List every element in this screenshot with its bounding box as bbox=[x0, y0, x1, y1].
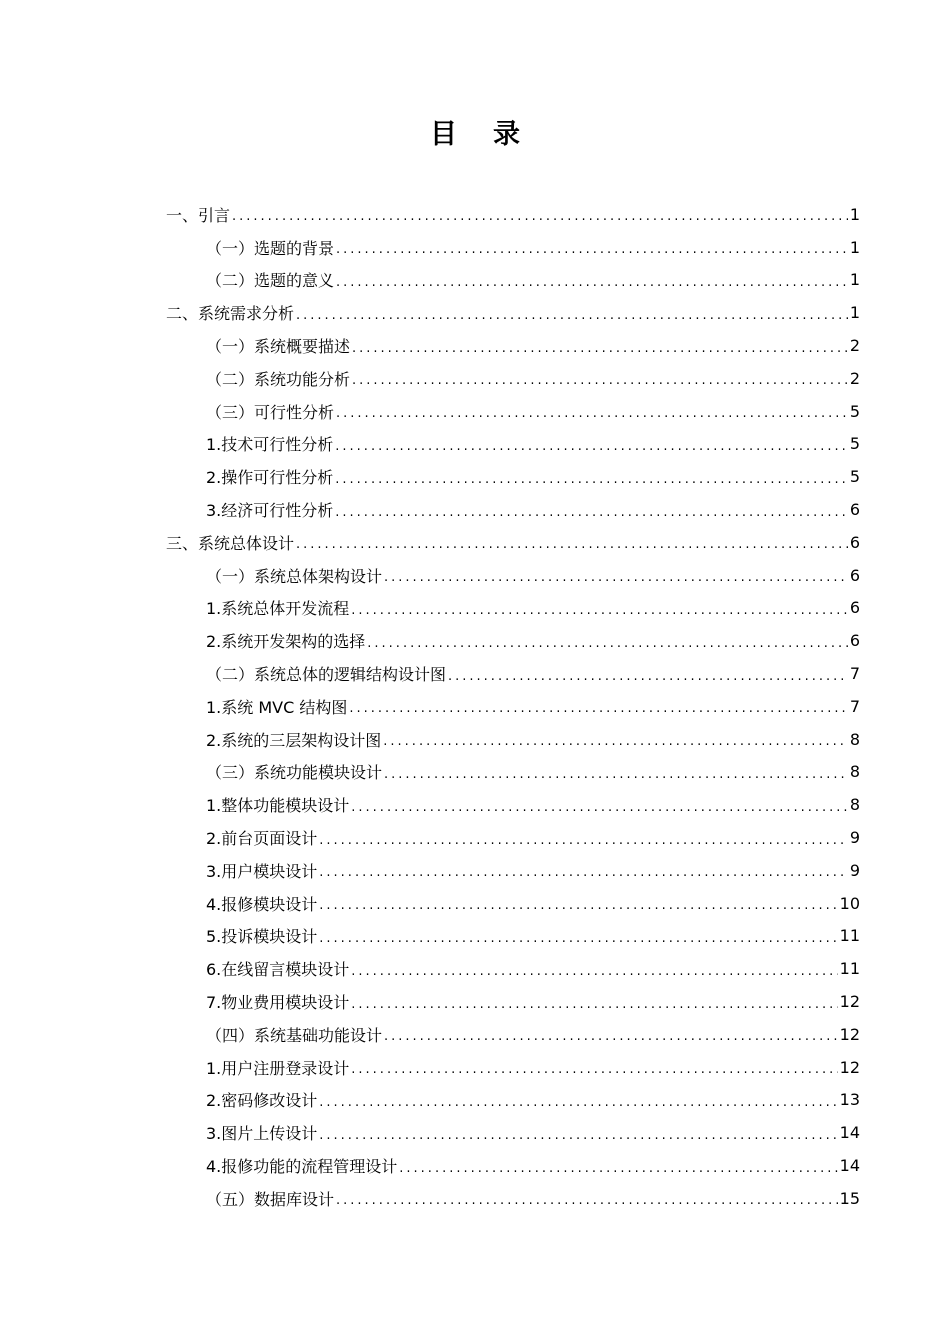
toc-entry-title: 2.操作可行性分析 bbox=[206, 468, 334, 488]
toc-entry[interactable] bbox=[166, 493, 860, 526]
toc-dot-leader bbox=[336, 1189, 838, 1207]
toc-dot-leader bbox=[351, 960, 837, 978]
toc-entry-page-number: 2 bbox=[849, 368, 860, 388]
toc-entry[interactable] bbox=[166, 198, 860, 231]
toc-dot-leader bbox=[352, 337, 848, 355]
toc-entry-page-number: 1 bbox=[849, 303, 860, 323]
toc-entry[interactable] bbox=[166, 756, 860, 789]
toc-entry-title: 1.用户注册登录设计 bbox=[206, 1058, 350, 1078]
toc-dot-leader bbox=[448, 665, 848, 683]
toc-entry[interactable] bbox=[166, 526, 860, 559]
toc-entry-title: （四）系统基础功能设计 bbox=[206, 1025, 383, 1045]
toc-entry[interactable] bbox=[166, 460, 860, 493]
toc-entry[interactable] bbox=[166, 296, 860, 329]
toc-entry-title: （二）系统功能分析 bbox=[206, 369, 351, 389]
toc-entry-title: 3.图片上传设计 bbox=[206, 1124, 318, 1144]
toc-entry[interactable] bbox=[166, 985, 860, 1018]
toc-dot-leader bbox=[319, 1124, 837, 1142]
toc-entry-title: 二、系统需求分析 bbox=[166, 304, 295, 324]
toc-entry-page-number: 13 bbox=[839, 1090, 860, 1110]
table-of-contents bbox=[166, 198, 860, 1215]
toc-dot-leader bbox=[336, 271, 848, 289]
toc-entry-title: 4.报修模块设计 bbox=[206, 894, 318, 914]
toc-entry-page-number: 5 bbox=[849, 467, 860, 487]
toc-dot-leader bbox=[319, 927, 837, 945]
toc-entry-title: 2.系统的三层架构设计图 bbox=[206, 730, 382, 750]
toc-entry[interactable] bbox=[166, 1182, 860, 1215]
toc-entry[interactable] bbox=[166, 559, 860, 592]
toc-dot-leader bbox=[319, 1091, 837, 1109]
toc-entry-page-number: 15 bbox=[839, 1188, 860, 1208]
page-title bbox=[0, 112, 950, 152]
toc-entry-title: （三）系统功能模块设计 bbox=[206, 763, 383, 783]
toc-dot-leader bbox=[319, 894, 837, 912]
toc-entry[interactable] bbox=[166, 821, 860, 854]
title-char-1: 目 bbox=[430, 119, 457, 150]
toc-entry-page-number: 8 bbox=[849, 795, 860, 815]
toc-entry-page-number: 1 bbox=[849, 237, 860, 257]
toc-dot-leader bbox=[335, 468, 848, 486]
toc-dot-leader bbox=[352, 369, 848, 387]
toc-dot-leader bbox=[383, 730, 848, 748]
toc-entry[interactable] bbox=[166, 329, 860, 362]
toc-entry-title: 1.整体功能模块设计 bbox=[206, 796, 350, 816]
toc-dot-leader bbox=[319, 861, 848, 879]
toc-entry-page-number: 12 bbox=[839, 1024, 860, 1044]
toc-dot-leader bbox=[351, 993, 837, 1011]
toc-dot-leader bbox=[296, 304, 848, 322]
toc-entry-page-number: 10 bbox=[839, 893, 860, 913]
toc-entry-page-number: 7 bbox=[849, 664, 860, 684]
toc-entry-page-number: 6 bbox=[849, 500, 860, 520]
toc-dot-leader bbox=[351, 1058, 837, 1076]
toc-entry-title: （五）数据库设计 bbox=[206, 1189, 335, 1209]
toc-entry[interactable] bbox=[166, 920, 860, 953]
toc-entry[interactable] bbox=[166, 231, 860, 264]
toc-entry-page-number: 14 bbox=[839, 1123, 860, 1143]
toc-entry-page-number: 6 bbox=[849, 598, 860, 618]
toc-entry-page-number: 12 bbox=[839, 992, 860, 1012]
toc-entry[interactable] bbox=[166, 952, 860, 985]
toc-entry-title: （一）系统概要描述 bbox=[206, 337, 351, 357]
toc-entry-page-number: 14 bbox=[839, 1156, 860, 1175]
toc-entry[interactable] bbox=[166, 1116, 860, 1149]
toc-entry[interactable] bbox=[166, 723, 860, 756]
toc-entry-page-number: 5 bbox=[849, 401, 860, 421]
toc-entry-page-number: 7 bbox=[849, 696, 860, 716]
toc-dot-leader bbox=[384, 763, 848, 781]
toc-entry-title: 1.系统 MVC 结构图 bbox=[206, 697, 348, 717]
toc-entry[interactable] bbox=[166, 1018, 860, 1051]
toc-entry-page-number: 8 bbox=[849, 762, 860, 782]
toc-entry[interactable] bbox=[166, 854, 860, 887]
toc-entry-title: 三、系统总体设计 bbox=[166, 533, 295, 553]
toc-entry[interactable] bbox=[166, 1051, 860, 1084]
toc-entry-title: （三）可行性分析 bbox=[206, 402, 335, 422]
toc-entry[interactable] bbox=[166, 624, 860, 657]
toc-dot-leader bbox=[336, 402, 848, 420]
toc-entry-page-number: 11 bbox=[839, 959, 860, 979]
toc-entry-title: 1.系统总体开发流程 bbox=[206, 599, 350, 619]
toc-dot-leader bbox=[335, 501, 848, 519]
toc-dot-leader bbox=[351, 599, 848, 617]
toc-entry-page-number: 12 bbox=[839, 1057, 860, 1077]
toc-entry[interactable] bbox=[166, 788, 860, 821]
toc-entry-title: （二）系统总体的逻辑结构设计图 bbox=[206, 665, 447, 685]
toc-dot-leader bbox=[351, 796, 848, 814]
toc-entry[interactable] bbox=[166, 887, 860, 920]
toc-entry[interactable] bbox=[166, 428, 860, 461]
toc-dot-leader bbox=[349, 697, 847, 715]
toc-entry-page-number: 6 bbox=[849, 631, 860, 651]
toc-entry-title: 3.经济可行性分析 bbox=[206, 501, 334, 521]
toc-dot-leader bbox=[399, 1157, 837, 1175]
toc-entry-title: 2.系统开发架构的选择 bbox=[206, 632, 366, 652]
toc-entry[interactable] bbox=[166, 657, 860, 690]
toc-dot-leader bbox=[296, 533, 848, 551]
toc-entry-page-number: 8 bbox=[849, 729, 860, 749]
toc-entry-title: 2.密码修改设计 bbox=[206, 1091, 318, 1111]
toc-entry-page-number: 6 bbox=[849, 565, 860, 585]
toc-entry-title: 1.技术可行性分析 bbox=[206, 435, 334, 455]
toc-entry-title: 4.报修功能的流程管理设计 bbox=[206, 1157, 398, 1176]
toc-dot-leader bbox=[319, 829, 848, 847]
toc-entry-title: 6.在线留言模块设计 bbox=[206, 960, 350, 980]
toc-dot-leader bbox=[384, 1025, 838, 1043]
toc-entry-page-number: 9 bbox=[849, 828, 860, 848]
toc-entry[interactable] bbox=[166, 362, 860, 395]
toc-entry[interactable] bbox=[166, 592, 860, 625]
toc-dot-leader bbox=[336, 238, 848, 256]
toc-entry-title: 一、引言 bbox=[166, 205, 231, 225]
title-char-2: 录 bbox=[493, 119, 520, 150]
toc-entry-page-number: 5 bbox=[849, 434, 860, 454]
toc-entry[interactable] bbox=[166, 264, 860, 297]
toc-entry-title: 5.投诉模块设计 bbox=[206, 927, 318, 947]
toc-entry-title: （二）选题的意义 bbox=[206, 271, 335, 291]
toc-dot-leader bbox=[367, 632, 848, 650]
toc-entry[interactable] bbox=[166, 395, 860, 428]
toc-entry-title: 3.用户模块设计 bbox=[206, 861, 318, 881]
toc-entry-page-number: 1 bbox=[849, 270, 860, 290]
toc-dot-leader bbox=[335, 435, 848, 453]
toc-entry-title: （一）选题的背景 bbox=[206, 238, 335, 258]
toc-entry-title: 7.物业费用模块设计 bbox=[206, 993, 350, 1013]
toc-dot-leader bbox=[232, 205, 848, 223]
toc-entry-page-number: 9 bbox=[849, 860, 860, 880]
toc-entry[interactable] bbox=[166, 1084, 860, 1117]
toc-dot-leader bbox=[384, 566, 848, 584]
toc-entry-title: 2.前台页面设计 bbox=[206, 829, 318, 849]
toc-entry[interactable] bbox=[166, 690, 860, 723]
toc-entry[interactable] bbox=[166, 1149, 860, 1182]
toc-entry-page-number: 1 bbox=[849, 204, 860, 224]
toc-entry-title: （一）系统总体架构设计 bbox=[206, 566, 383, 586]
toc-entry-page-number: 2 bbox=[849, 336, 860, 356]
toc-entry-page-number: 6 bbox=[849, 532, 860, 552]
toc-entry-page-number: 11 bbox=[839, 926, 860, 946]
